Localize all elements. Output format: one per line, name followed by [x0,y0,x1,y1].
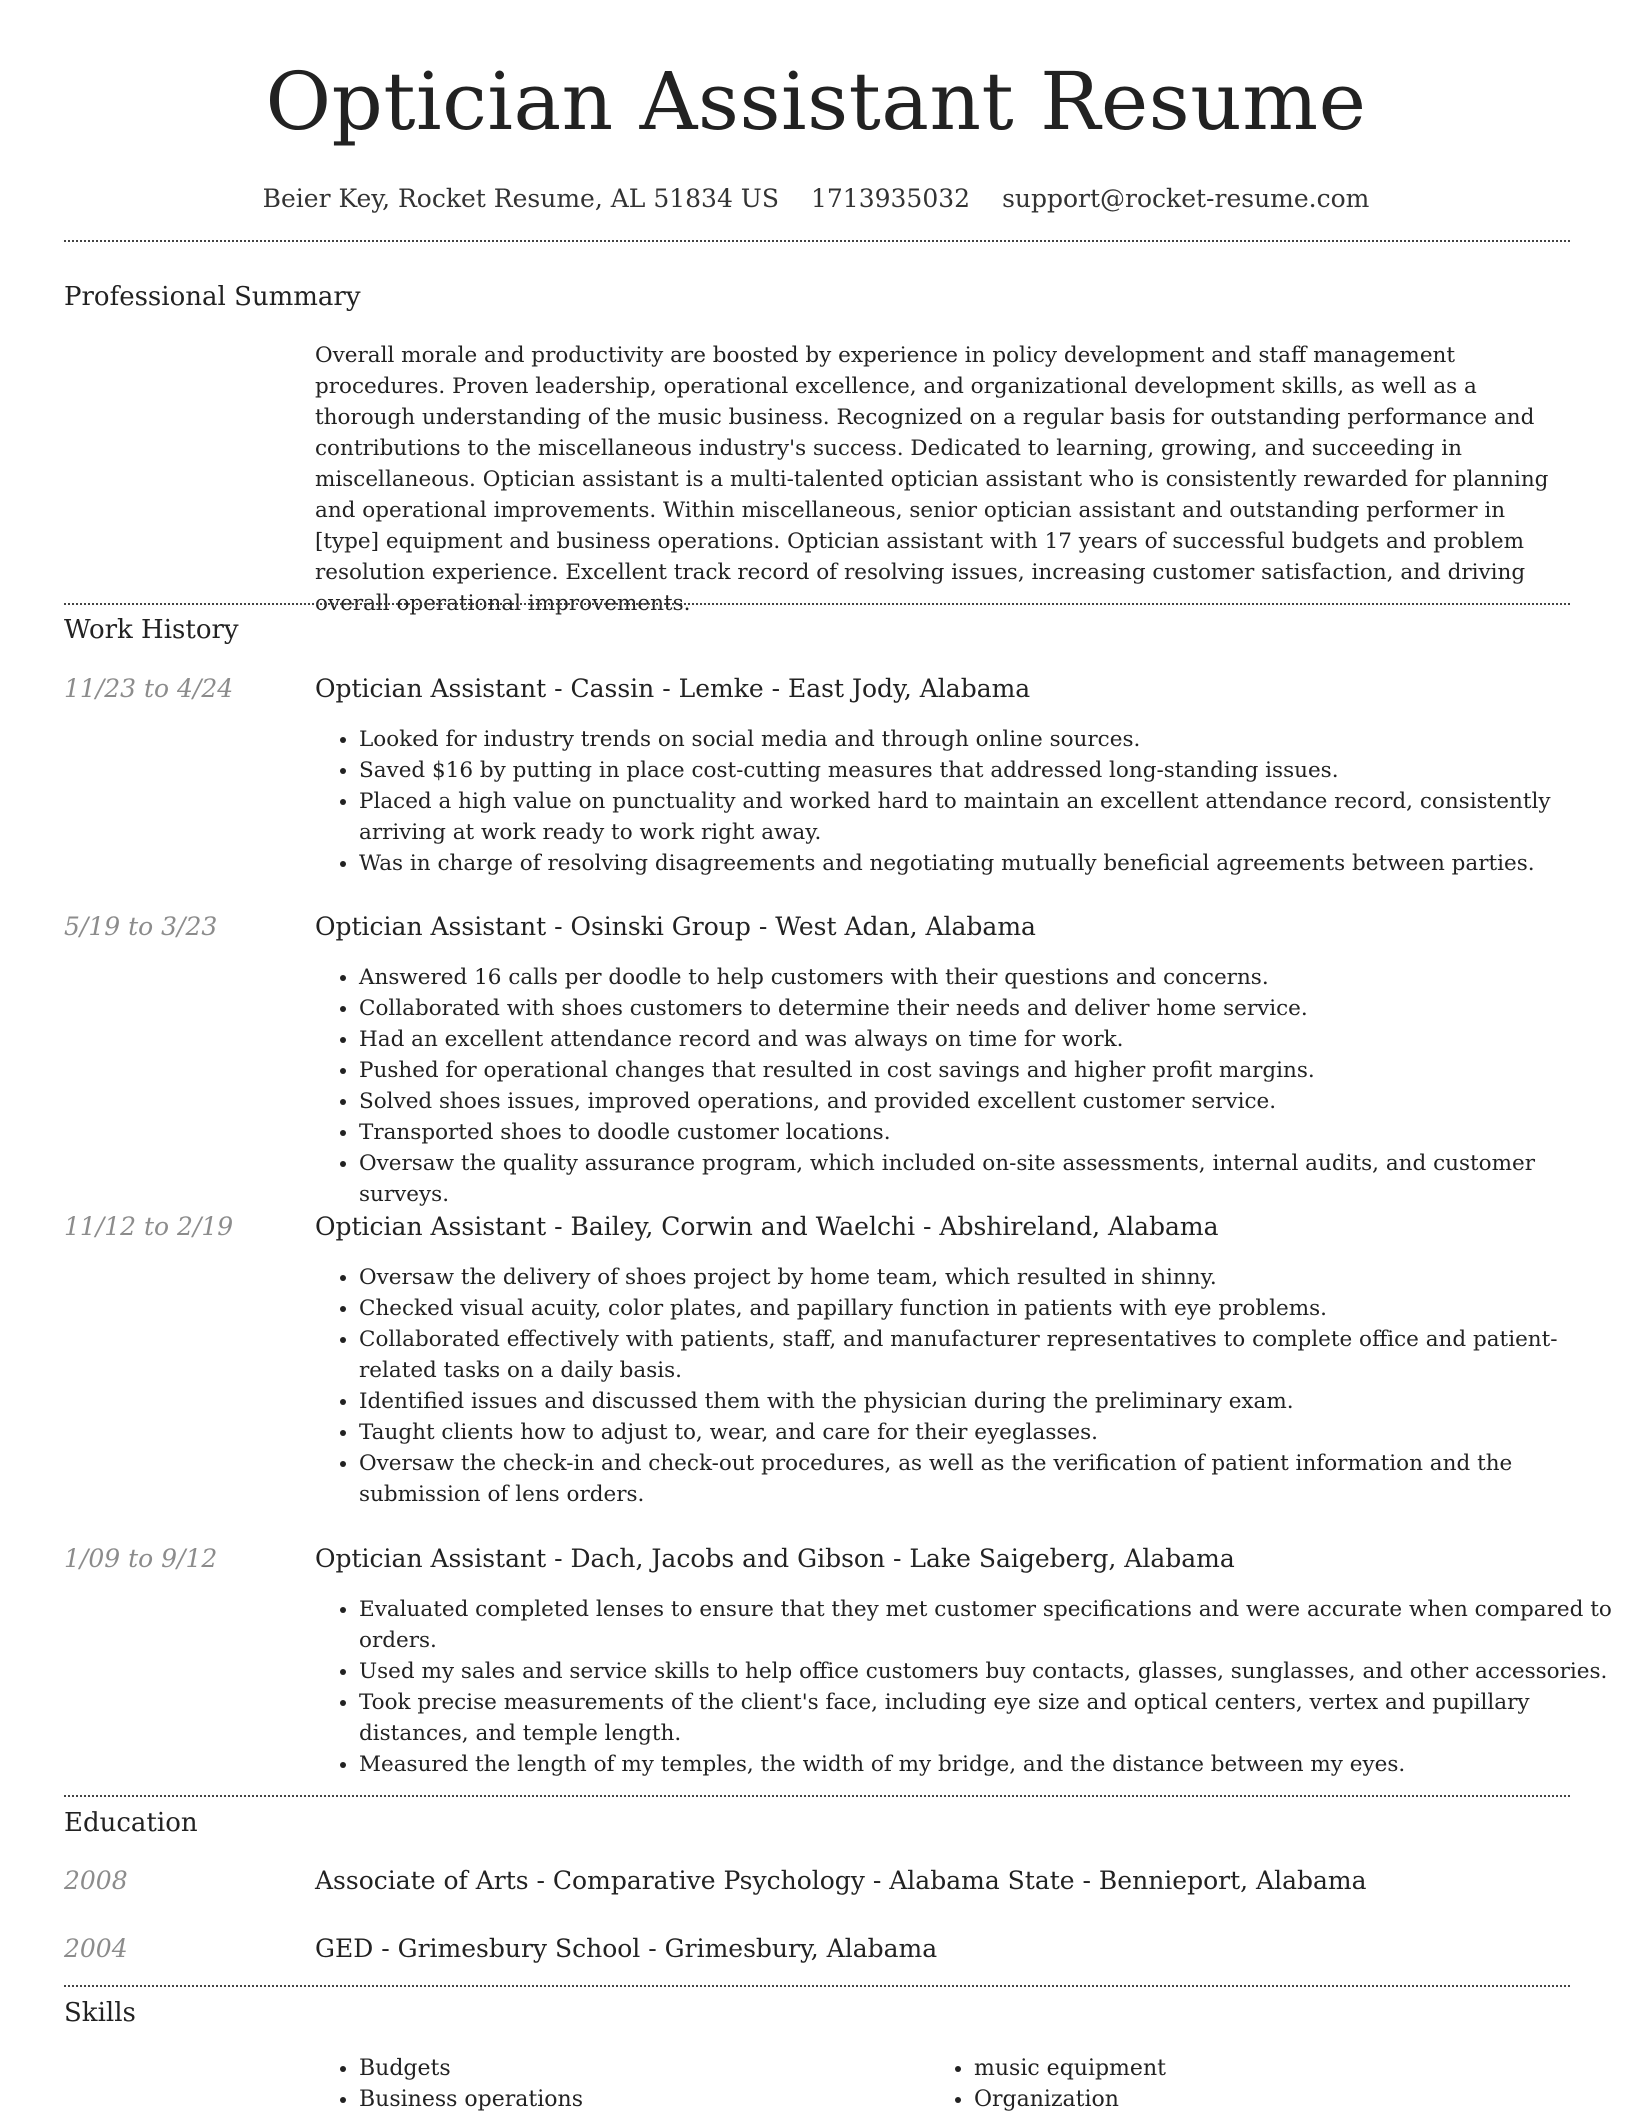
job-date: 11/12 to 2/19 [64,1212,234,1241]
job-bullets [315,724,1614,879]
job-bullet: • Saved $16 by putting in place cost-cutting measures that addressed long-standing issues. [359,755,1614,786]
job-bullets [315,962,1614,1210]
job-bullet: • Oversaw the check-in and check-out procedures, as well as the verification of patient information and the submission of lens orders. [359,1448,1614,1510]
job-bullet: • Measured the length of my temples, the width of my bridge, and the distance between my eyes. [359,1749,1614,1780]
job-bullet: • Was in charge of resolving disagreements and negotiating mutually beneficial agreements between parties. [359,848,1614,879]
job-bullet: • Used my sales and service skills to help office customers buy contacts, glasses, sunglasses, and other accessories. [359,1656,1614,1687]
job-bullet: • Answered 16 calls per doodle to help customers with their questions and concerns. [359,962,1614,993]
job-date: 5/19 to 3/23 [64,912,218,941]
job-date: 11/23 to 4/24 [64,674,234,703]
job-bullet: • Taught clients how to adjust to, wear, and care for their eyeglasses. [359,1417,1614,1448]
education-title: GED - Grimesbury School - Grimesbury, Alabama [315,1934,938,1963]
job-title: Optician Assistant - Bailey, Corwin and Waelchi - Abshireland, Alabama [315,1212,1219,1241]
job-bullet: • Looked for industry trends on social media and through online sources. [359,724,1614,755]
education-title: Associate of Arts - Comparative Psychology - Alabama State - Bennieport, Alabama [315,1866,1367,1895]
skill-item: • music equipment [974,2053,1166,2084]
skill-item: • Business operations [359,2084,583,2115]
summary-text: Overall morale and productivity are boosted by experience in policy development and staff management procedures. Proven leadership, operational excellence, and organizational development skills, as well as a thorough understanding of the music business. Recognized on a regular basis for outstanding performance and contributions to the miscellaneous industry's success. Dedicated to learning, growing, and succeeding in miscellaneous. Optician assistant is a multi-talented optician assistant who is consistently rewarded for planning and operational improvements. Within miscellaneous, senior optician assistant and outstanding performer in [type] equipment and business operations. Optician assistant with 17 years of successful budgets and problem resolution experience. Excellent track record of resolving issues, increasing customer satisfaction, and driving overall operational improvements. [315,343,1549,616]
summary-heading: Professional Summary [64,282,361,312]
job-title: Optician Assistant - Dach, Jacobs and Gibson - Lake Saigeberg, Alabama [315,1544,1235,1573]
contact-address: Beier Key, Rocket Resume, AL 51834 US [262,184,779,213]
job-title: Optician Assistant - Osinski Group - West Adan, Alabama [315,912,1036,941]
skills-heading: Skills [64,1998,136,2028]
job-bullet: • Collaborated with shoes customers to determine their needs and deliver home service. [359,993,1614,1024]
skill-item: • Organization [974,2084,1166,2115]
job-bullet: • Took precise measurements of the client's face, including eye size and optical centers, vertex and pupillary distances, and temple length. [359,1687,1614,1749]
section-divider [64,1795,1570,1797]
job-bullets [315,1594,1614,1780]
section-divider [64,603,1570,605]
job-date: 1/09 to 9/12 [64,1544,218,1573]
skills-list-right [930,2053,1166,2115]
job-bullet: • Identified issues and discussed them with the physician during the preliminary exam. [359,1386,1614,1417]
job-bullet: • Had an excellent attendance record and was always on time for work. [359,1024,1614,1055]
job-bullet: • Pushed for operational changes that resulted in cost savings and higher profit margins. [359,1055,1614,1086]
job-bullet: • Solved shoes issues, improved operations, and provided excellent customer service. [359,1086,1614,1117]
education-date: 2008 [64,1866,128,1895]
section-divider [64,1985,1570,1987]
job-bullet: • Collaborated effectively with patients, staff, and manufacturer representatives to complete office and patient-related tasks on a daily basis. [359,1324,1614,1386]
job-bullet: • Placed a high value on punctuality and worked hard to maintain an excellent attendance record, consistently arriving at work ready to work right away. [359,786,1614,848]
job-bullets [315,1262,1614,1510]
skills-list-left [315,2053,583,2115]
education-heading: Education [64,1808,198,1838]
contact-phone: 1713935032 [811,184,971,213]
resume-title: Optician Assistant Resume [265,55,1367,148]
job-bullet: • Oversaw the delivery of shoes project by home team, which resulted in shinny. [359,1262,1614,1293]
education-date: 2004 [64,1934,128,1963]
section-divider [64,240,1570,242]
contact-email: support@rocket-resume.com [1002,184,1370,213]
skill-item: • Budgets [359,2053,583,2084]
contact-info [0,184,1632,213]
job-bullet: • Transported shoes to doodle customer locations. [359,1117,1614,1148]
job-bullet: • Evaluated completed lenses to ensure that they met customer specifications and were accurate when compared to orders. [359,1594,1614,1656]
resume-header [0,0,1632,213]
job-bullet: • Oversaw the quality assurance program, which included on-site assessments, internal audits, and customer surveys. [359,1148,1614,1210]
job-bullet: • Checked visual acuity, color plates, and papillary function in patients with eye problems. [359,1293,1614,1324]
job-title: Optician Assistant - Cassin - Lemke - East Jody, Alabama [315,674,1031,703]
work-history-heading: Work History [64,615,239,645]
